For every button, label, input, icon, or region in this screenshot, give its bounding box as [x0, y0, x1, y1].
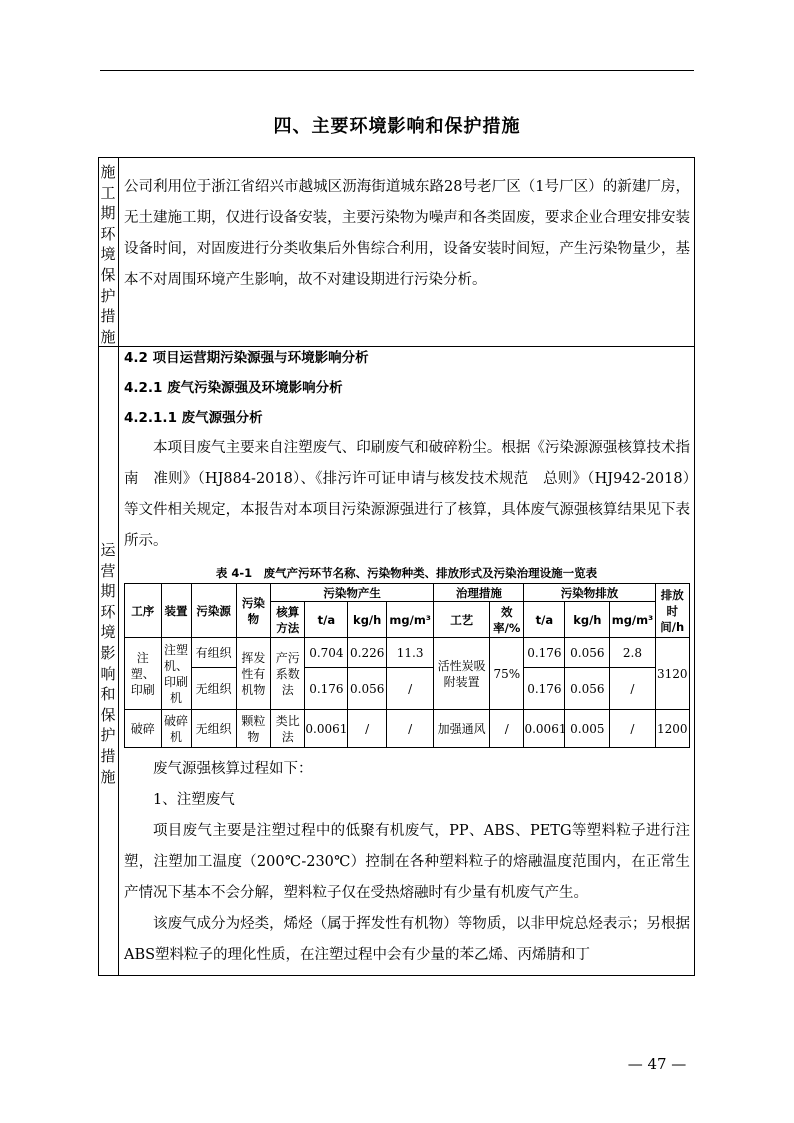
th-craft: 工艺 — [434, 602, 490, 638]
header-rule — [100, 70, 694, 71]
cell-source: 无组织 — [191, 710, 236, 748]
injection-paragraph: 项目废气主要是注塑过程中的低聚有机废气，PP、ABS、PETG等塑料粒子进行注塑，注塑加工温度（200℃-230℃）控制在各种塑料粒子的熔融温度范围内，在正常生产情况下基本不会分解，塑料粒子仅在受热熔融时有少量有机废气产生。 — [124, 823, 690, 901]
emission-table — [124, 583, 690, 748]
cell-value: 0.176 — [305, 668, 348, 710]
cell-craft: 加强通风 — [434, 710, 490, 748]
th-emit-mgm3: mg/m³ — [610, 602, 655, 638]
cell-time: 1200 — [655, 710, 690, 748]
heading-4-2-1-1: 4.2.1.1 废气源强分析 — [124, 410, 263, 426]
th-generation: 污染物产生 — [271, 584, 434, 602]
cell-value: 0.056 — [565, 668, 610, 710]
cell-value: 0.0061 — [305, 710, 348, 748]
cell-value: / — [610, 710, 655, 748]
cell-value: / — [610, 668, 655, 710]
th-time: 排放时间/h — [655, 584, 690, 638]
cell-method: 类比法 — [271, 710, 305, 748]
after-table-text — [124, 754, 690, 971]
th-emission: 污染物排放 — [524, 584, 655, 602]
th-process: 工序 — [125, 584, 162, 638]
cell-value: 0.176 — [524, 638, 565, 668]
intro-paragraph: 本项目废气主要来自注塑废气、印刷废气和破碎粉尘。根据《污染源源强核算技术指南 准则》（HJ884-2018）、《排污许可证申请与核发技术规范 总则》（HJ942-2018）等文件相关规定，本报告对本项目污染源源强进行了核算，具体废气源强核算结果见下表所示。 — [124, 440, 690, 549]
cell-device: 注塑机、印刷机 — [161, 638, 191, 710]
th-device: 装置 — [161, 584, 191, 638]
construction-text: 公司利用位于浙江省绍兴市越城区沥海街道城东路28号老厂区（1号厂区）的新建厂房，无土建施工期，仅进行设备安装，主要污染物为噪声和各类固废，要求企业合理安排安装设备时间，对固废进行分类收集后外售综合利用，设备安装时间短，产生污染物量少，基本不对周围环境产生影响，故不对建设期进行污染分析。 — [124, 179, 690, 288]
cell-value: 0.176 — [524, 668, 565, 710]
cell-value: 0.704 — [305, 638, 348, 668]
th-gen-kgh: kg/h — [348, 602, 387, 638]
page-title: 四、主要环境影响和保护措施 — [273, 116, 521, 137]
cell-craft: 活性炭吸附装置 — [434, 638, 490, 710]
cell-device: 破碎机 — [161, 710, 191, 748]
cell-source: 无组织 — [191, 668, 236, 710]
cell-pollutant: 挥发性有机物 — [236, 638, 270, 710]
construction-side-label: 施工期环境保护措施 — [100, 163, 116, 346]
th-efficiency: 效率/% — [490, 602, 524, 638]
heading-4-2: 4.2 项目运营期污染源强与环境影响分析 — [124, 350, 369, 366]
injection-heading: 1、注塑废气 — [153, 792, 235, 808]
cell-value: / — [387, 668, 434, 710]
cell-value: 2.8 — [610, 638, 655, 668]
th-pollutant: 污染物 — [236, 584, 270, 638]
cell-efficiency: / — [490, 710, 524, 748]
cell-value: 0.005 — [565, 710, 610, 748]
operation-headings — [124, 343, 690, 557]
cell-process: 注塑、印刷 — [125, 638, 162, 710]
th-source: 污染源 — [191, 584, 236, 638]
cell-value: 0.0061 — [524, 710, 565, 748]
cell-value: / — [348, 710, 387, 748]
cell-process: 破碎 — [125, 710, 162, 748]
operation-side-label: 运营期环境影响和保护措施 — [100, 541, 116, 786]
cell-value: / — [387, 710, 434, 748]
cell-efficiency: 75% — [490, 638, 524, 710]
cell-value: 0.226 — [348, 638, 387, 668]
th-method: 核算方法 — [271, 602, 305, 638]
cell-value: 11.3 — [387, 638, 434, 668]
heading-4-2-1: 4.2.1 废气污染源强及环境影响分析 — [124, 380, 343, 396]
cell-time: 3120 — [655, 638, 690, 710]
table-caption: 表 4-1 废气产污环节名称、污染物种类、排放形式及污染治理设施一览表 — [215, 566, 598, 580]
cell-method: 产污系数法 — [271, 638, 305, 710]
th-gen-mgm3: mg/m³ — [387, 602, 434, 638]
th-emit-ta: t/a — [524, 602, 565, 638]
th-treatment: 治理措施 — [434, 584, 524, 602]
page-number: — 47 — — [627, 1055, 687, 1073]
th-gen-ta: t/a — [305, 602, 348, 638]
composition-paragraph: 该废气成分为烃类，烯烃（属于挥发性有机物）等物质，以非甲烷总烃表示；另根据ABS塑料粒子的理化性质，在注塑过程中会有少量的苯乙烯、丙烯腈和丁 — [124, 916, 690, 963]
cell-value: 0.056 — [348, 668, 387, 710]
calc-intro: 废气源强核算过程如下： — [153, 761, 313, 777]
cell-source: 有组织 — [191, 638, 236, 668]
th-emit-kgh: kg/h — [565, 602, 610, 638]
cell-pollutant: 颗粒物 — [236, 710, 270, 748]
cell-value: 0.056 — [565, 638, 610, 668]
